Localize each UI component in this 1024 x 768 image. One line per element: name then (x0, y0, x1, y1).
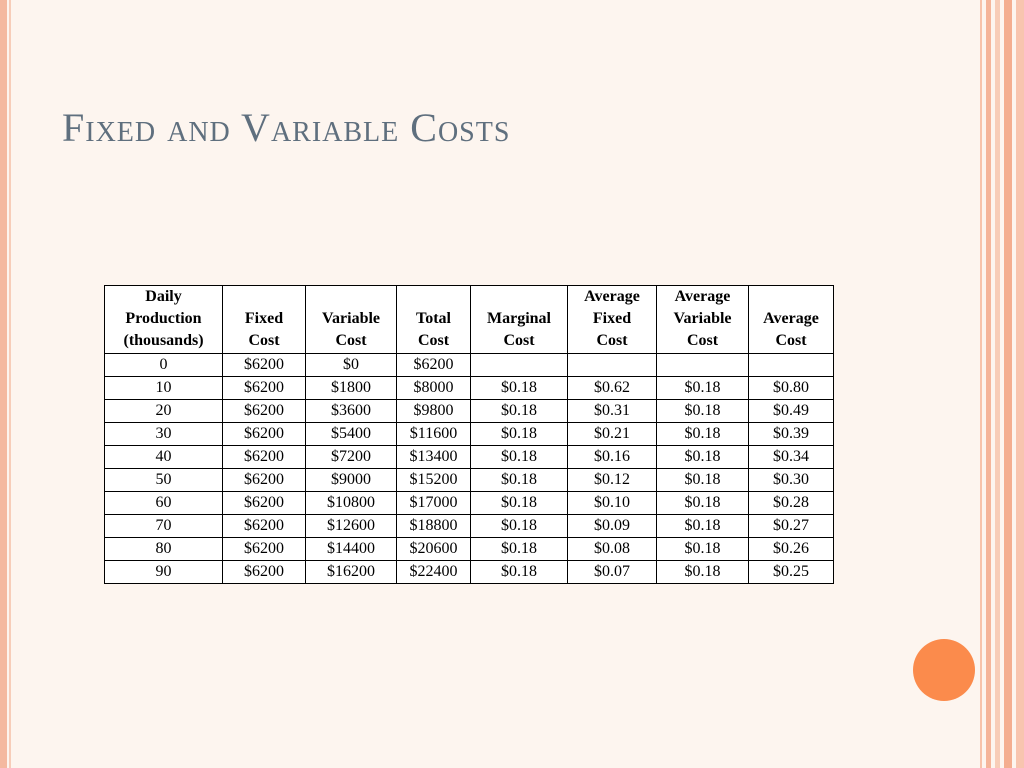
table-cell: $6200 (223, 423, 306, 446)
table-cell: $6200 (223, 377, 306, 400)
table-cell: $13400 (397, 446, 471, 469)
column-header (397, 286, 471, 354)
column-header-line: Cost (503, 332, 535, 349)
column-header-line: Fixed (244, 310, 284, 327)
table-cell: 10 (105, 377, 223, 400)
table-cell: $0.12 (568, 469, 657, 492)
table-cell: $0.18 (657, 446, 749, 469)
table-cell: $10800 (306, 492, 397, 515)
table-cell: $0.18 (657, 469, 749, 492)
column-header (471, 286, 568, 354)
table-cell: $9800 (397, 400, 471, 423)
table-cell: 80 (105, 538, 223, 561)
table-cell: 70 (105, 515, 223, 538)
column-header (657, 286, 749, 354)
right-border-stripes (976, 0, 1024, 768)
left-border-stripe (0, 0, 7, 768)
column-header (306, 286, 397, 354)
table-row (105, 492, 834, 515)
table-cell: 60 (105, 492, 223, 515)
table-row (105, 469, 834, 492)
column-header-line: (thousands) (123, 332, 204, 349)
table-cell: $6200 (223, 446, 306, 469)
table-cell: $6200 (223, 469, 306, 492)
table-cell: $0.26 (749, 538, 834, 561)
table-cell: $0.18 (471, 446, 568, 469)
table-cell: $14400 (306, 538, 397, 561)
table-row (105, 377, 834, 400)
table-row (105, 354, 834, 377)
right-stripe (995, 0, 1000, 768)
table-cell: $0.18 (471, 377, 568, 400)
table-cell: $0.28 (749, 492, 834, 515)
table-cell: $11600 (397, 423, 471, 446)
table-cell: $12600 (306, 515, 397, 538)
column-header-line: Cost (596, 332, 628, 349)
table-cell: $0.80 (749, 377, 834, 400)
column-header (568, 286, 657, 354)
column-header (749, 286, 834, 354)
table-cell: $0.18 (657, 492, 749, 515)
table-header (105, 286, 834, 354)
column-header-line: Average (763, 310, 819, 327)
table-header-row (105, 286, 834, 354)
table-cell: $0.08 (568, 538, 657, 561)
column-header-line: Cost (775, 332, 807, 349)
column-header-line: Total (416, 310, 451, 327)
table-cell: $6200 (223, 354, 306, 377)
table-cell: $0.49 (749, 400, 834, 423)
left-border-stripe-thin (9, 0, 11, 768)
column-header-line: Average (584, 288, 640, 305)
table-cell: $6200 (397, 354, 471, 377)
right-stripe (1016, 0, 1024, 768)
table-cell: $6200 (223, 492, 306, 515)
table-cell: $0.39 (749, 423, 834, 446)
table-cell: $0.18 (657, 515, 749, 538)
table-cell: $6200 (223, 400, 306, 423)
column-header-line: Cost (417, 332, 450, 349)
table-cell: $0.31 (568, 400, 657, 423)
table-cell: $0.18 (471, 492, 568, 515)
table-cell: $0.18 (657, 561, 749, 584)
table-cell: $5400 (306, 423, 397, 446)
table-cell: $1800 (306, 377, 397, 400)
table-cell: $15200 (397, 469, 471, 492)
table-cell: $0.18 (657, 400, 749, 423)
table-cell: 30 (105, 423, 223, 446)
table-cell: 90 (105, 561, 223, 584)
column-header-line: Cost (686, 332, 719, 349)
column-header-line: Marginal (487, 310, 551, 327)
table-cell: $0.21 (568, 423, 657, 446)
table-cell: $0.18 (471, 561, 568, 584)
table-cell: $7200 (306, 446, 397, 469)
table-cell: 0 (105, 354, 223, 377)
table-row (105, 423, 834, 446)
table-cell: $0.18 (471, 400, 568, 423)
table-cell: $17000 (397, 492, 471, 515)
table-row (105, 446, 834, 469)
table-cell: $0.18 (471, 469, 568, 492)
column-header-line: Variable (673, 310, 732, 327)
table-cell: $0.30 (749, 469, 834, 492)
table-row (105, 561, 834, 584)
column-header (105, 286, 223, 354)
table-cell: $0.18 (657, 423, 749, 446)
table-cell: 40 (105, 446, 223, 469)
column-header-line: Cost (248, 332, 280, 349)
right-stripe (986, 0, 991, 768)
column-header (223, 286, 306, 354)
table-cell: $22400 (397, 561, 471, 584)
decorative-orange-circle (913, 639, 975, 701)
table-cell: $0.16 (568, 446, 657, 469)
table-cell: $0.07 (568, 561, 657, 584)
table-cell (749, 354, 834, 377)
column-header-line: Cost (335, 332, 367, 349)
table-cell: $20600 (397, 538, 471, 561)
right-stripe (1004, 0, 1012, 768)
table-cell: $0.18 (471, 538, 568, 561)
table-cell: $9000 (306, 469, 397, 492)
table-cell: $0.18 (657, 377, 749, 400)
table-cell: $0.27 (749, 515, 834, 538)
table-row (105, 538, 834, 561)
table-cell (568, 354, 657, 377)
table-row (105, 515, 834, 538)
table-cell: $0 (306, 354, 397, 377)
table-cell: $0.10 (568, 492, 657, 515)
table-cell: $0.34 (749, 446, 834, 469)
table-cell: $0.18 (471, 423, 568, 446)
table-cell: $0.18 (471, 515, 568, 538)
right-stripe (980, 0, 982, 768)
column-header-line: Average (674, 288, 731, 305)
table-cell: $6200 (223, 538, 306, 561)
table-cell (657, 354, 749, 377)
table-cell: $8000 (397, 377, 471, 400)
column-header-line: Daily (145, 288, 182, 305)
table-cell: $18800 (397, 515, 471, 538)
table-cell: 50 (105, 469, 223, 492)
table-row (105, 400, 834, 423)
column-header-line: Production (125, 310, 202, 327)
table-cell: $3600 (306, 400, 397, 423)
table-cell: $6200 (223, 515, 306, 538)
column-header-line: Variable (321, 310, 381, 327)
table-cell: $0.25 (749, 561, 834, 584)
cost-table (104, 285, 834, 584)
table-cell: $0.18 (657, 538, 749, 561)
table-cell (471, 354, 568, 377)
table-cell: $16200 (306, 561, 397, 584)
table-body (105, 354, 834, 584)
table-cell: $6200 (223, 561, 306, 584)
column-header-line: Fixed (592, 310, 632, 327)
table-cell: $0.09 (568, 515, 657, 538)
slide-title: Fixed and Variable Costs (62, 105, 511, 150)
table-cell: $0.62 (568, 377, 657, 400)
table-cell: 20 (105, 400, 223, 423)
